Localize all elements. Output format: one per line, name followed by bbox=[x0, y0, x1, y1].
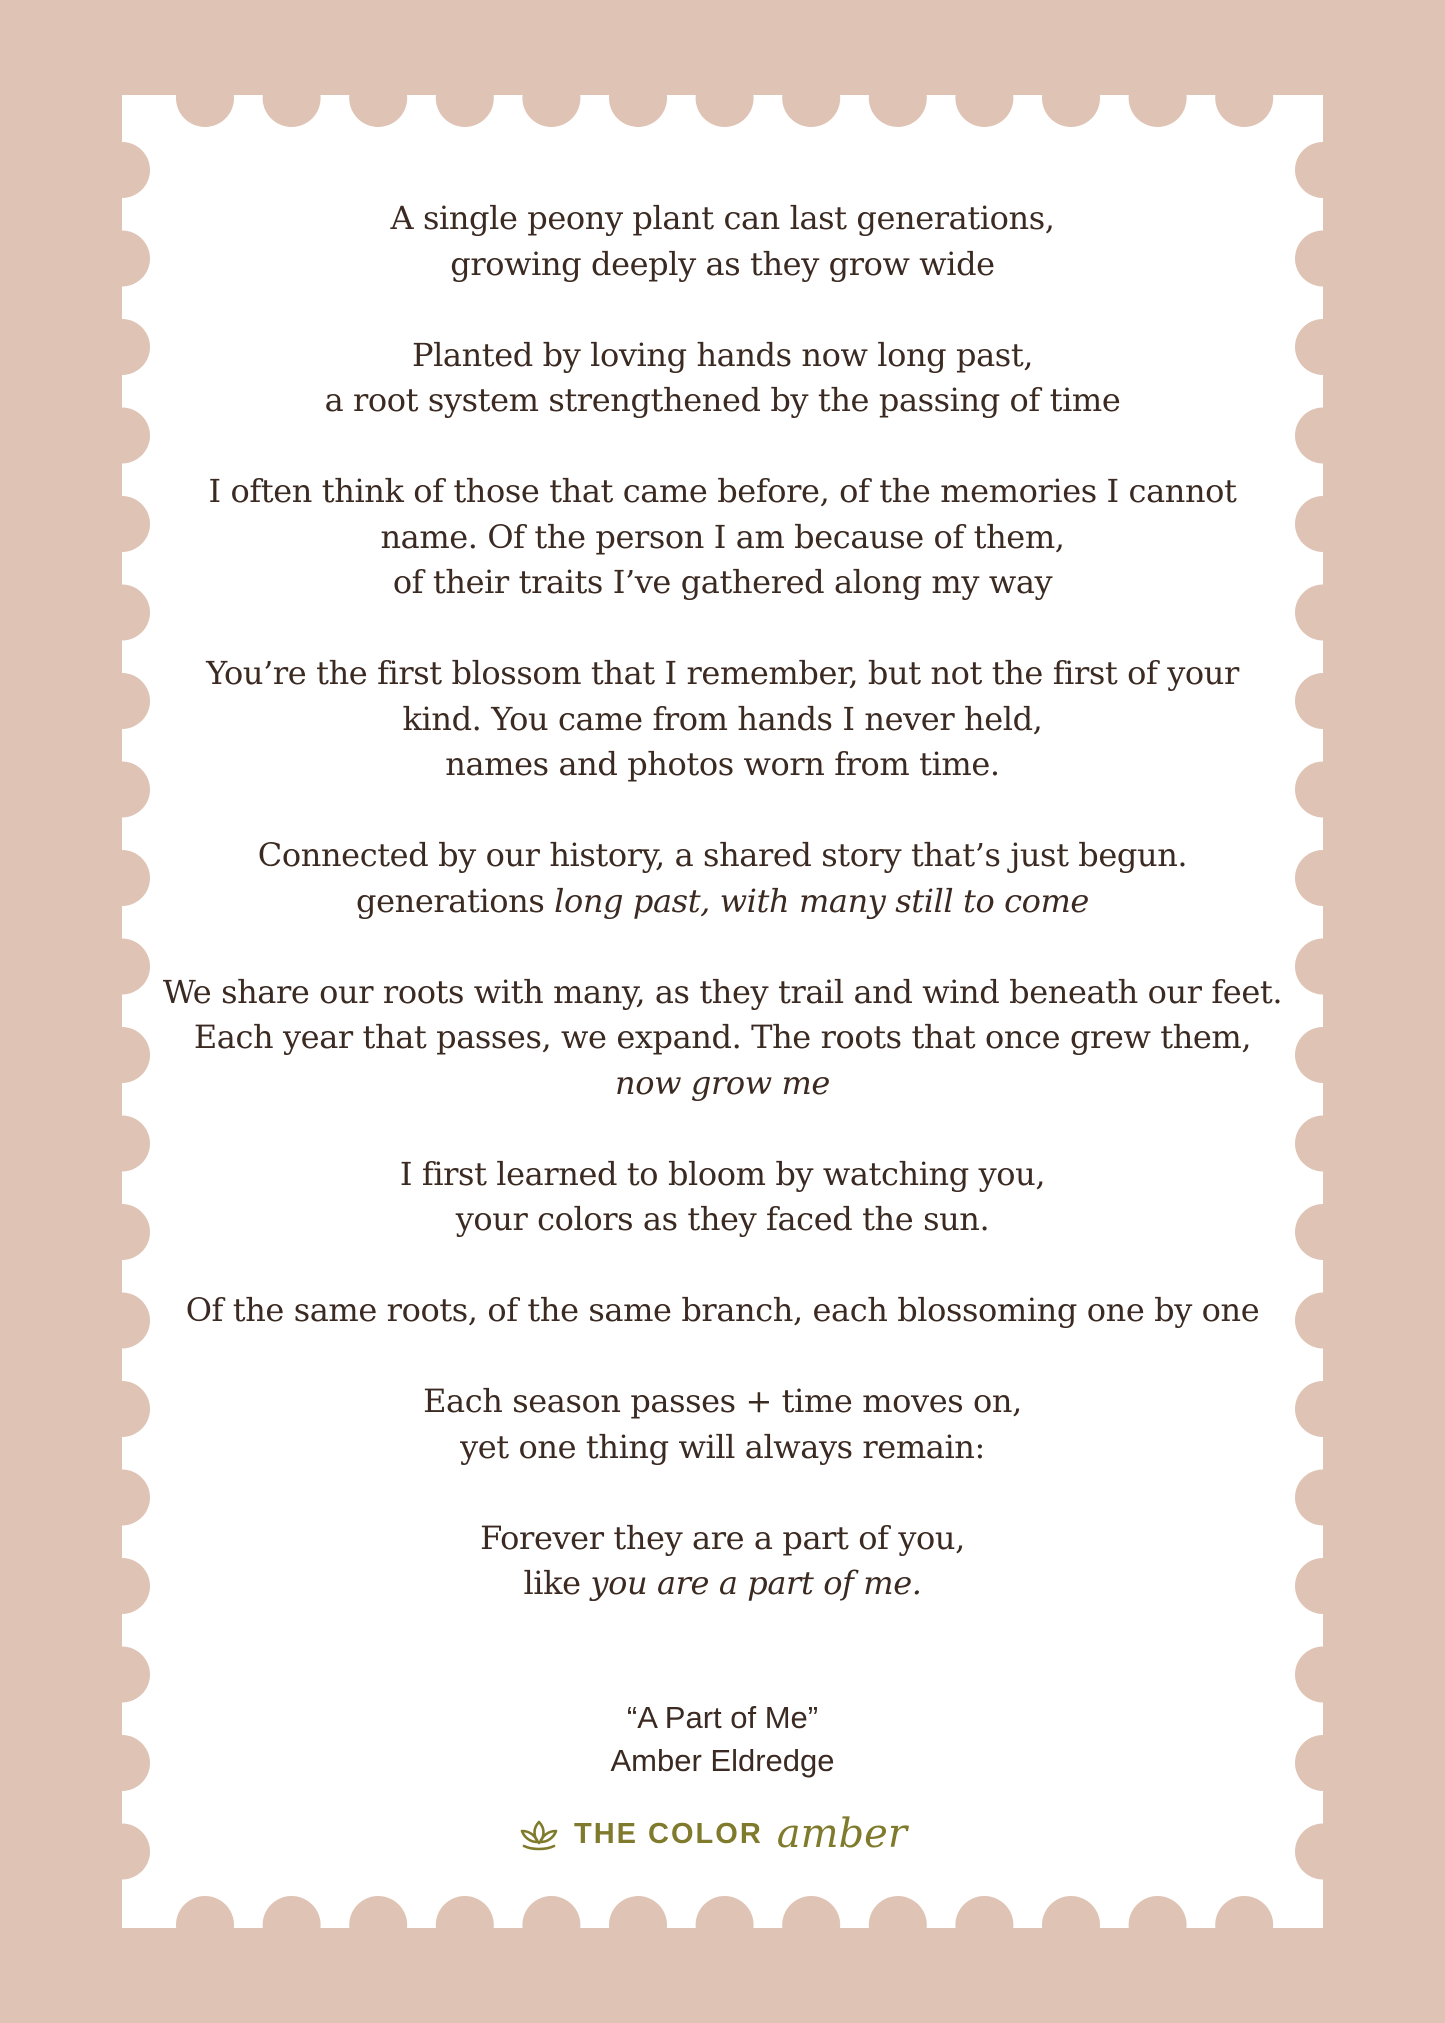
poem-line bbox=[150, 1152, 1295, 1198]
stamp-scallop bbox=[1295, 1824, 1351, 1880]
stamp-scallop bbox=[94, 1116, 150, 1172]
stamp-scallop bbox=[94, 939, 150, 995]
stamp-scallop bbox=[176, 69, 234, 127]
brand-name: THE COLOR bbox=[574, 1817, 763, 1850]
stamp-scallop bbox=[1215, 69, 1273, 127]
poem-line bbox=[150, 1425, 1295, 1471]
poem-line bbox=[150, 742, 1295, 788]
stamp-scallop bbox=[1042, 1896, 1100, 1954]
poem-text: yet one thing will always remain: bbox=[460, 1427, 985, 1466]
poem-italic-text: now grow me bbox=[615, 1063, 830, 1102]
stamp-scallop bbox=[94, 762, 150, 818]
poem-text: of their traits I’ve gathered along my way bbox=[392, 563, 1053, 601]
stamp-scallop bbox=[94, 850, 150, 906]
poem-stanza bbox=[150, 1288, 1295, 1334]
stamp-scallop bbox=[349, 1896, 407, 1954]
stamp-scallop bbox=[1295, 850, 1351, 906]
stamp-scallop bbox=[94, 1027, 150, 1083]
poem-credit bbox=[0, 1696, 1445, 1782]
stamp-scallop bbox=[94, 1470, 150, 1526]
stamp-scallop bbox=[1295, 408, 1351, 464]
stamp-scallop bbox=[94, 585, 150, 641]
poem-text: growing deeply as they grow wide bbox=[450, 244, 995, 283]
poem-line bbox=[150, 1516, 1295, 1562]
poem-stanza bbox=[150, 1516, 1295, 1607]
poem bbox=[150, 196, 1295, 1652]
poem-line bbox=[150, 378, 1295, 424]
poem-text: Forever they are a part of you, bbox=[480, 1518, 965, 1557]
poem-italic-text: long past, with many still to come bbox=[554, 881, 1089, 920]
stamp-scallop bbox=[1295, 1204, 1351, 1260]
stamp-scallop bbox=[696, 69, 754, 127]
stamp-scallop bbox=[94, 1381, 150, 1437]
poem-line bbox=[150, 560, 1295, 606]
poem-stanza bbox=[150, 196, 1295, 287]
poem-text: name. Of the person I am because of them, bbox=[380, 517, 1065, 556]
stamp-scallop bbox=[522, 69, 580, 127]
poem-line bbox=[150, 833, 1295, 879]
stamp-scallop bbox=[1295, 1381, 1351, 1437]
poem-text: a root system strengthened by the passing of time bbox=[324, 381, 1121, 419]
poem-stanza bbox=[150, 333, 1295, 424]
poem-line bbox=[150, 469, 1295, 515]
stamp-scallop bbox=[609, 69, 667, 127]
poem-line bbox=[150, 242, 1295, 288]
stamp-scallop bbox=[1215, 1896, 1273, 1954]
stamp-scallop bbox=[1295, 1293, 1351, 1349]
stamp-scallop bbox=[94, 1293, 150, 1349]
stamp-scallop bbox=[94, 408, 150, 464]
poem-italic-text: you are a part of me. bbox=[590, 1564, 922, 1602]
lotus-icon bbox=[518, 1816, 560, 1852]
poem-line bbox=[150, 697, 1295, 743]
poem-title: “A Part of Me” bbox=[626, 1700, 819, 1735]
stamp-scallop bbox=[1295, 319, 1351, 375]
poem-text: Each season passes + time moves on, bbox=[423, 1382, 1022, 1420]
brand-script: amber bbox=[776, 1811, 907, 1857]
stamp-scallop bbox=[94, 231, 150, 287]
stamp-scallop bbox=[782, 69, 840, 127]
stamp-scallop bbox=[94, 319, 150, 375]
stamp-scallop bbox=[94, 1204, 150, 1260]
stamp-scallop bbox=[176, 1896, 234, 1954]
poem-stanza bbox=[150, 1152, 1295, 1243]
poem-line bbox=[150, 970, 1295, 1016]
stamp-scallop bbox=[609, 1896, 667, 1954]
stamp-scallop bbox=[955, 69, 1013, 127]
stamp-scallop bbox=[1295, 142, 1351, 198]
poem-text: Of the same roots, of the same branch, each blossoming one by one bbox=[185, 1291, 1260, 1329]
stamp-scallop bbox=[1295, 939, 1351, 995]
stamp-scallop bbox=[782, 1896, 840, 1954]
poem-line bbox=[150, 879, 1295, 925]
stamp-scallop bbox=[1042, 69, 1100, 127]
stamp-scallop bbox=[1129, 1896, 1187, 1954]
stamp-scallop bbox=[349, 69, 407, 127]
stamp-scallop bbox=[955, 1896, 1013, 1954]
poem-line bbox=[150, 1288, 1295, 1334]
poem-stanza bbox=[150, 833, 1295, 924]
stamp-scallop bbox=[869, 69, 927, 127]
stamp-scallop bbox=[522, 1896, 580, 1954]
poem-line bbox=[150, 1197, 1295, 1243]
poem-line bbox=[150, 1561, 1295, 1607]
poem-text: We share our roots with many, as they trail and wind beneath our feet. bbox=[162, 972, 1283, 1011]
stamp-scallop bbox=[1295, 1647, 1351, 1703]
poem-line bbox=[150, 196, 1295, 242]
poem-stanza bbox=[150, 1379, 1295, 1470]
brand-logo bbox=[518, 1812, 907, 1856]
stamp-scallop bbox=[263, 1896, 321, 1954]
poem-line bbox=[150, 651, 1295, 697]
poem-text: Planted by loving hands now long past, bbox=[411, 335, 1034, 374]
poem-text: Connected by our history, a shared story that’s just begun. bbox=[257, 836, 1188, 874]
poem-text: I first learned to bloom by watching you, bbox=[399, 1154, 1046, 1193]
stamp-scallop bbox=[1295, 231, 1351, 287]
stamp-scallop bbox=[94, 1824, 150, 1880]
stamp-scallop bbox=[1295, 585, 1351, 641]
poem-stanza bbox=[150, 469, 1295, 606]
poem-text: generations bbox=[356, 881, 555, 920]
stamp-scallop bbox=[436, 1896, 494, 1954]
poem-stanza bbox=[150, 970, 1295, 1107]
poem-text: You’re the first blossom that I remember, but not the first of your bbox=[206, 654, 1239, 692]
stamp-scallop bbox=[94, 142, 150, 198]
stamp-scallop bbox=[263, 69, 321, 127]
poem-line bbox=[150, 515, 1295, 561]
poem-text: your colors as they faced the sun. bbox=[455, 1200, 990, 1238]
poem-text: names and photos worn from time. bbox=[445, 745, 1000, 783]
stamp-scallop bbox=[94, 673, 150, 729]
poem-text: kind. You came from hands I never held, bbox=[402, 699, 1043, 738]
stamp-scallop bbox=[94, 1647, 150, 1703]
stamp-scallop bbox=[1129, 69, 1187, 127]
poem-line bbox=[150, 1015, 1295, 1061]
poem-text: I often think of those that came before, of the memories I cannot bbox=[208, 472, 1237, 510]
stamp-scallop bbox=[1295, 1027, 1351, 1083]
stamp-scallop bbox=[1295, 1558, 1351, 1614]
stamp-scallop bbox=[696, 1896, 754, 1954]
poem-line bbox=[150, 1379, 1295, 1425]
stamp-scallop bbox=[436, 69, 494, 127]
poem-text: A single peony plant can last generations, bbox=[390, 199, 1055, 237]
poem-line bbox=[150, 1061, 1295, 1107]
stamp-scallop bbox=[94, 1558, 150, 1614]
poem-text: like bbox=[523, 1564, 591, 1602]
stamp-scallop bbox=[869, 1896, 927, 1954]
stamp-scallop bbox=[1295, 762, 1351, 818]
poem-text: Each year that passes, we expand. The roots that once grew them, bbox=[193, 1018, 1252, 1056]
stamp-scallop bbox=[1295, 1116, 1351, 1172]
stamp-scallop bbox=[1295, 673, 1351, 729]
poem-stanza bbox=[150, 651, 1295, 788]
poem-line bbox=[150, 333, 1295, 379]
stamp-scallop bbox=[94, 496, 150, 552]
stamp-scallop bbox=[1295, 1470, 1351, 1526]
stamp-scallop bbox=[1295, 496, 1351, 552]
poem-author: Amber Eldredge bbox=[610, 1743, 835, 1778]
